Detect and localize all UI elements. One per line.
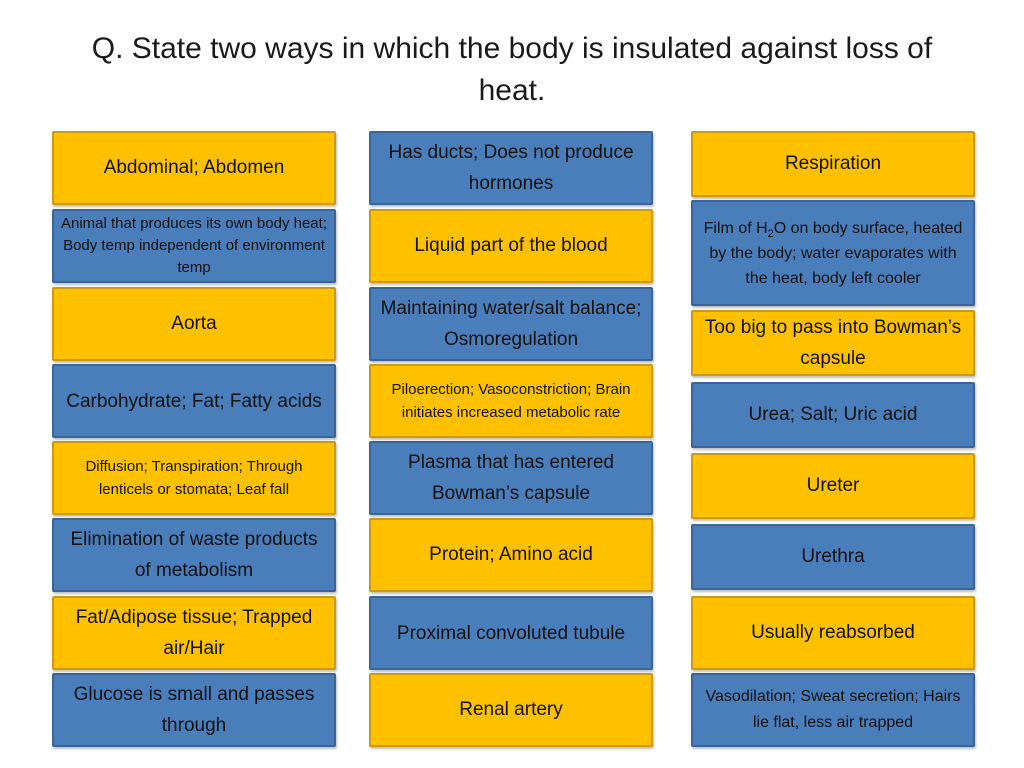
answer-card-insulation[interactable] xyxy=(52,596,336,670)
answer-card-text: Elimination of waste products of metabolism xyxy=(70,529,318,581)
answer-card-pct[interactable] xyxy=(369,596,653,670)
answer-card-carbohydrate[interactable] xyxy=(52,364,336,438)
answer-card-urea[interactable] xyxy=(691,382,975,448)
answer-card-text-part: Film of H xyxy=(703,219,768,237)
answer-card-text: Liquid part of the blood xyxy=(414,235,608,256)
answer-card-text: Has ducts; Does not produce hormones xyxy=(388,142,634,194)
answer-card-text: Usually reabsorbed xyxy=(751,622,915,643)
answer-card-text: Too big to pass into Bowman’s capsule xyxy=(704,317,962,369)
subscript: 2 xyxy=(767,227,774,240)
answer-card-text: Protein; Amino acid xyxy=(429,544,593,565)
answer-card-ureter[interactable] xyxy=(691,453,975,519)
answer-card-text: Carbohydrate; Fat; Fatty acids xyxy=(66,390,322,412)
answer-card-filtrate[interactable] xyxy=(369,441,653,515)
answer-card-protein[interactable] xyxy=(369,518,653,592)
answer-card-piloerection[interactable] xyxy=(369,364,653,438)
answer-card-vasodilation[interactable] xyxy=(691,673,975,747)
answer-card-too-big[interactable] xyxy=(691,310,975,376)
answer-card-sweat-film[interactable] xyxy=(691,200,975,306)
answer-card-text: Proximal convoluted tubule xyxy=(396,622,626,644)
answer-card-osmoregulation[interactable] xyxy=(369,287,653,361)
answer-card-text: Animal that produces its own body heat; Body temp independent of environment temp xyxy=(61,215,327,276)
answer-card-text: Aorta xyxy=(171,313,217,334)
answer-card-diffusion[interactable] xyxy=(52,441,336,515)
answer-card-text-part: O on body surface, heated by the body; water evaporates with the heat, body left cooler xyxy=(709,219,963,287)
answer-card-text: Urea; Salt; Uric acid xyxy=(748,404,918,425)
answer-card-text: Ureter xyxy=(806,475,860,496)
answer-card-reabsorbed[interactable] xyxy=(691,596,975,670)
answer-card-text xyxy=(699,216,967,291)
answer-card-text: Glucose is small and passes through xyxy=(73,684,315,736)
answer-card-text: Diffusion; Transpiration; Through lenticels or stomata; Leaf fall xyxy=(85,458,303,498)
answer-card-plasma[interactable] xyxy=(369,209,653,283)
answer-card-urethra[interactable] xyxy=(691,524,975,590)
answer-card-text: Fat/Adipose tissue; Trapped air/Hair xyxy=(75,607,313,659)
answer-card-text: Abdominal; Abdomen xyxy=(103,157,285,178)
answer-card-abdominal[interactable] xyxy=(52,131,336,205)
answer-card-respiration[interactable] xyxy=(691,131,975,197)
answer-card-homeotherm[interactable] xyxy=(52,209,336,283)
answer-card-text: Urethra xyxy=(801,546,865,567)
answer-card-text: Maintaining water/salt balance; Osmoregulation xyxy=(380,298,642,350)
answer-card-text: Vasodilation; Sweat secretion; Hairs lie flat, less air trapped xyxy=(705,688,961,731)
answer-card-glucose[interactable] xyxy=(52,673,336,747)
answer-card-aorta[interactable] xyxy=(52,287,336,361)
answer-card-exocrine[interactable] xyxy=(369,131,653,205)
answer-card-text: Respiration xyxy=(784,153,882,174)
answer-card-text: Renal artery xyxy=(459,699,563,720)
answer-card-excretion[interactable] xyxy=(52,518,336,592)
answer-card-text: Plasma that has entered Bowman’s capsule xyxy=(408,452,614,504)
answer-card-renal-artery[interactable] xyxy=(369,673,653,747)
question-title: Q. State two ways in which the body is insulated against loss of heat. xyxy=(91,32,933,107)
answer-card-text: Piloerection; Vasoconstriction; Brain initiates increased metabolic rate xyxy=(391,381,631,421)
